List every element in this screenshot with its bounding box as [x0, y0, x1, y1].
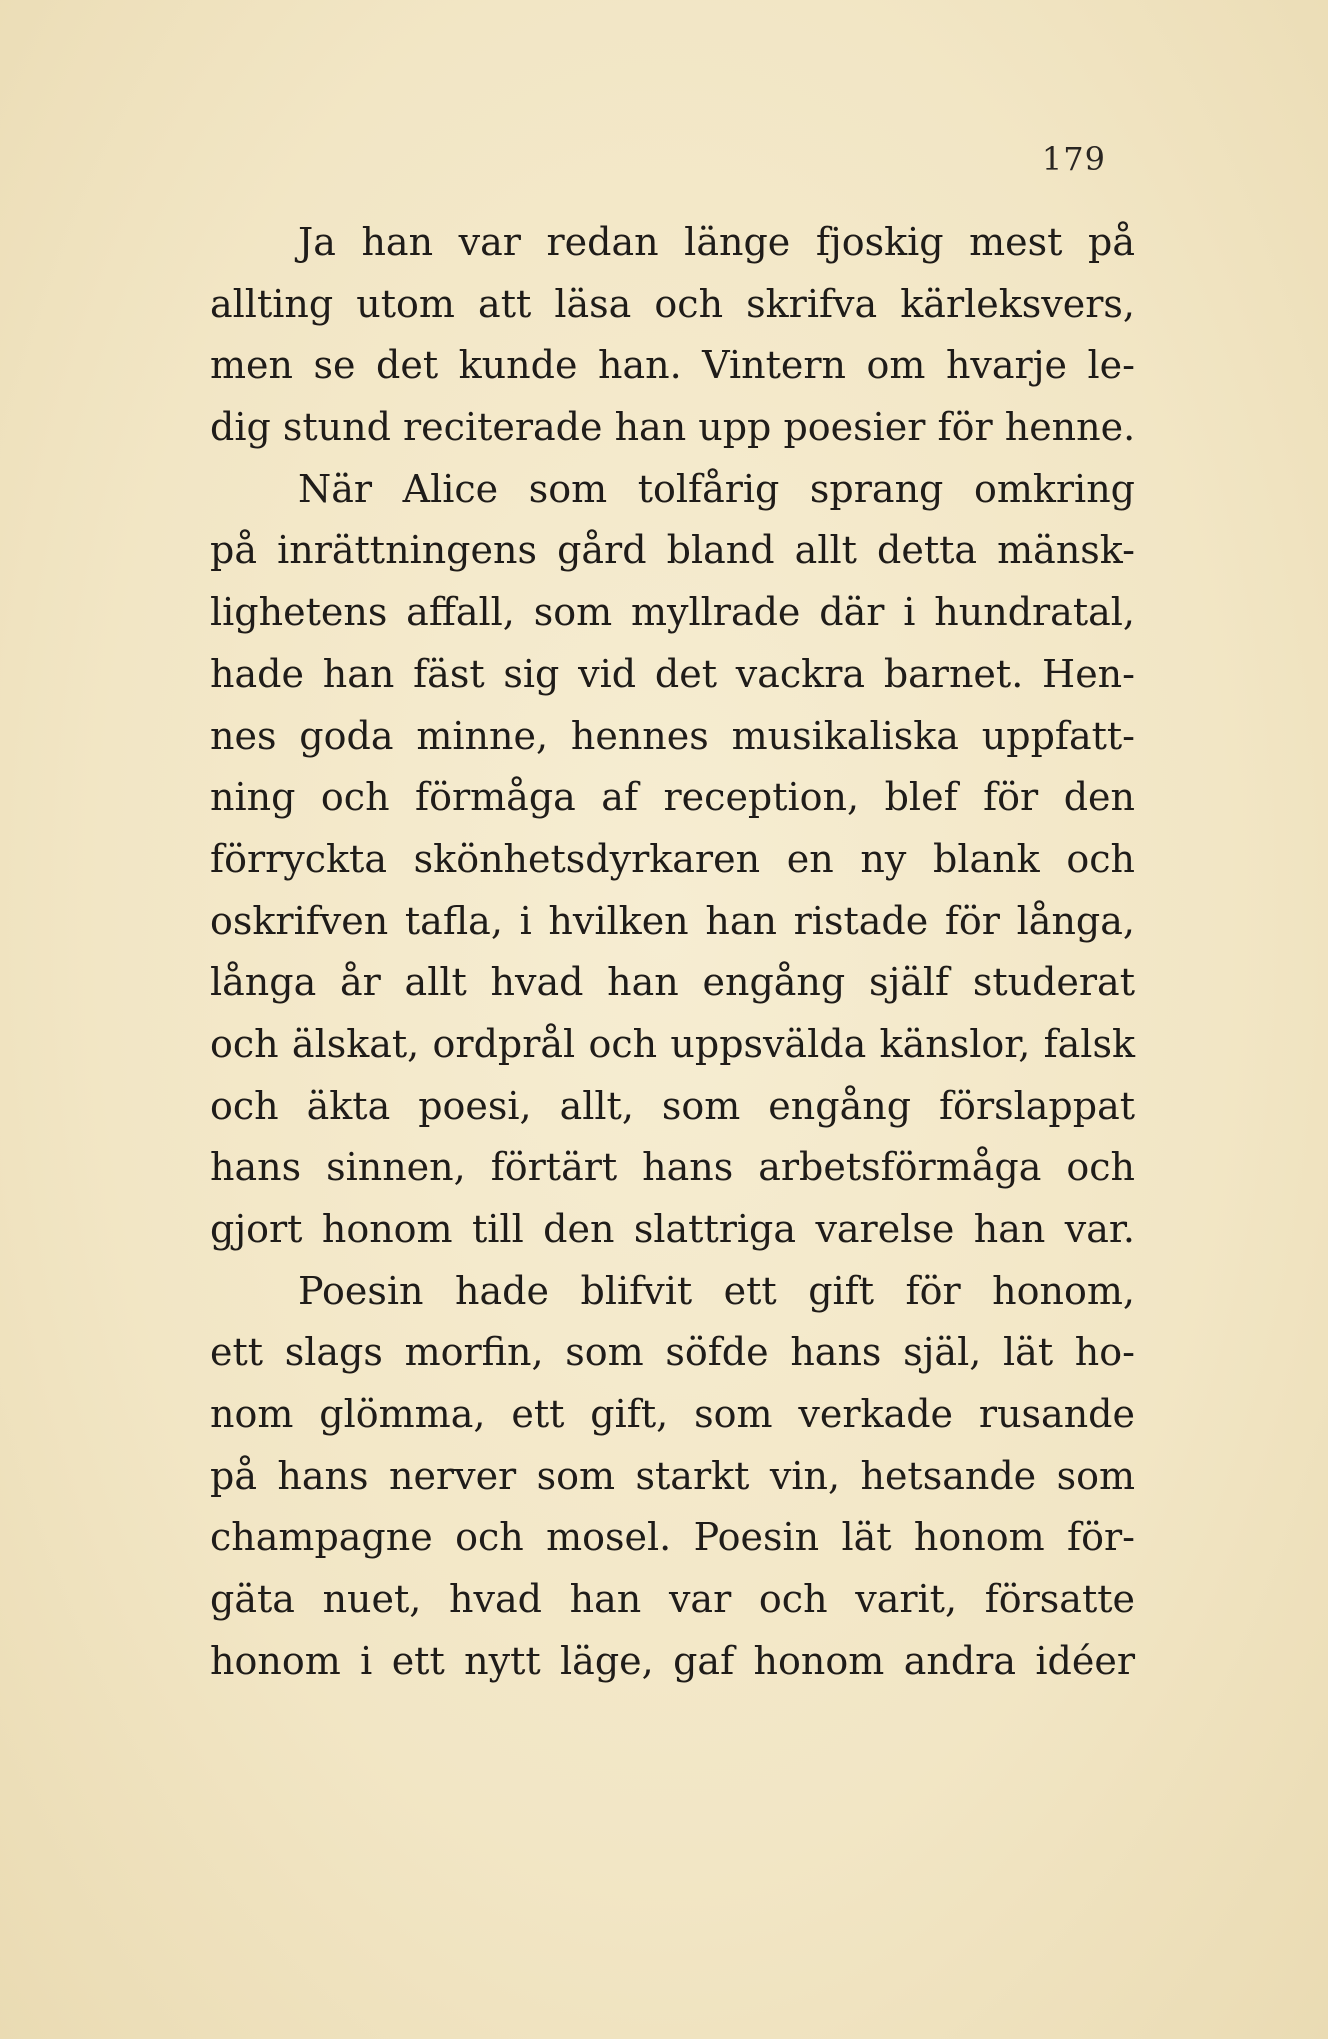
text-line: hans sinnen, förtärt hans arbetsförmåga och [210, 1145, 1135, 1190]
text-line: långa år allt hvad han engång själf studerat [210, 960, 1135, 1005]
text-line: När Alice som tolfårig sprang omkring [298, 466, 1135, 511]
text-line: ning och förmåga af reception, blef för den [210, 775, 1135, 820]
text-line: gjort honom till den slattriga varelse han var. [210, 1207, 1135, 1251]
text-line: oskrifven tafla, i hvilken han ristade för långa, [210, 898, 1135, 943]
text-line: dig stund reciterade han upp poesier för henne. [210, 405, 1136, 450]
text-line: på inrättningens gård bland allt detta mänsk- [210, 528, 1135, 573]
text-line: och älskat, ordprål och uppsvälda känslor, falsk [210, 1021, 1135, 1066]
text-line: och äkta poesi, allt, som engång förslappat [210, 1083, 1135, 1128]
text-line: Ja han var redan länge fjoskig mest på [298, 220, 1135, 264]
body-text [210, 212, 1135, 1693]
text-line: champagne och mosel. Poesin lät honom för- [210, 1515, 1135, 1560]
text-line: nom glömma, ett gift, som verkade rusande [210, 1392, 1135, 1437]
text-line: Poesin hade blifvit ett gift för honom, [298, 1268, 1135, 1313]
text-line: allting utom att läsa och skrifva kärleksvers, [210, 281, 1135, 326]
text-line: honom i ett nytt läge, gaf honom andra idéer [210, 1638, 1135, 1683]
text-line: ett slags morfin, som söfde hans själ, lät ho- [210, 1330, 1135, 1375]
page-number: 179 [1041, 140, 1106, 178]
text-line: nes goda minne, hennes musikaliska uppfatt- [210, 713, 1135, 758]
text-line: gäta nuet, hvad han var och varit, försatte [210, 1577, 1135, 1622]
text-line: på hans nerver som starkt vin, hetsande som [210, 1453, 1135, 1498]
text-line: förryckta skönhetsdyrkaren en ny blank och [210, 836, 1135, 881]
text-line: hade han fäst sig vid det vackra barnet. Hen- [210, 651, 1135, 696]
text-line: lighetens affall, som myllrade där i hundratal, [210, 590, 1135, 635]
text-line: men se det kunde han. Vintern om hvarje le- [210, 343, 1135, 388]
